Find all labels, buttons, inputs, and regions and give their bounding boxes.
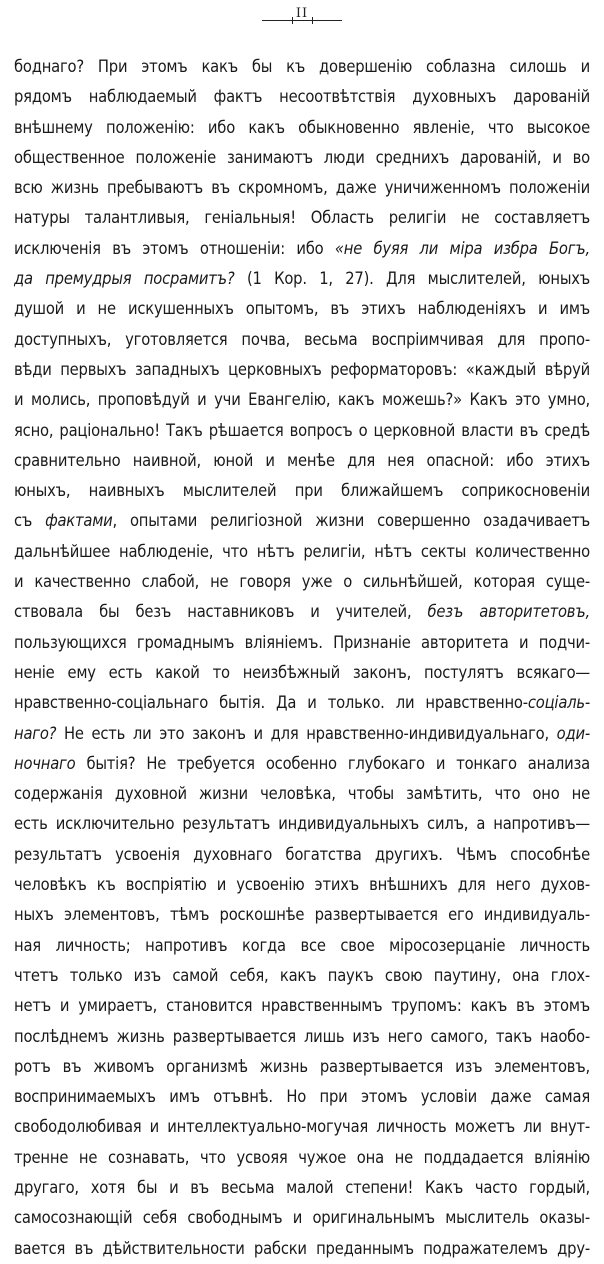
text-segment: и молись, проповѣдуй и учи Евангелію, какъ можешь?» Какъ это умно,	[14, 390, 590, 410]
text-line	[14, 82, 590, 112]
italic-text-segment: «не буяя ли міра избра Богъ,	[334, 238, 590, 258]
text-line	[14, 1022, 590, 1052]
text-line	[14, 476, 590, 506]
text-line	[14, 113, 590, 143]
text-line	[14, 628, 590, 658]
text-segment: неніе ему есть какой то неизбѣжный законъ, постулятъ всякаго—	[14, 662, 590, 682]
text-segment: рядомъ наблюдаемый фактъ несоотвѣтствія духовныхъ дарованій	[14, 87, 590, 107]
text-line	[14, 961, 590, 991]
text-segment: тренне не сознавать, что усвояя чужое она не поддадается вліянію	[14, 1147, 590, 1167]
text-segment: результатъ усвоенія духовнаго богатства другихъ. Чѣмъ способнѣе	[14, 844, 590, 864]
text-line	[14, 203, 590, 233]
text-segment: ныхъ элементовъ, тѣмъ роскошнѣе развертывается его индивидуаль-	[14, 905, 590, 925]
text-segment: боднаго? При этомъ какъ бы къ довершенію соблазна силошь и	[14, 57, 590, 76]
text-segment: , опытами религіозной жизни совершенно озадачиваетъ	[112, 511, 590, 531]
text-line	[14, 840, 590, 870]
page-header	[0, 2, 604, 28]
text-line	[14, 779, 590, 809]
text-line	[14, 719, 590, 749]
text-line	[14, 264, 590, 294]
italic-text-segment: да премудрыя посрамитъ?	[14, 269, 235, 289]
text-line	[14, 234, 590, 264]
page-body-text	[14, 52, 590, 1264]
text-line	[14, 1203, 590, 1233]
text-segment: содержанія духовной жизни человѣка, чтобы замѣтить, что оно не	[14, 784, 590, 804]
text-segment: исключенія въ этомъ отношеніи: ибо	[14, 238, 335, 258]
text-segment: послѣднемъ жизнь развертывается лишь изъ него самого, такъ наобо-	[14, 1026, 590, 1046]
text-line	[14, 325, 590, 355]
text-line	[14, 1143, 590, 1173]
text-segment: ясно, раціонально! Такъ рѣшается вопросъ о церковной власти въ средѣ	[14, 420, 590, 440]
text-line	[14, 991, 590, 1021]
text-segment: воспринимаемыхъ имъ отъвнѣ. Но при этомъ условіи даже самая	[14, 1087, 590, 1107]
italic-text-segment: наго?	[14, 723, 57, 743]
text-line	[14, 809, 590, 839]
text-segment: Не есть ли это законъ и для нравственно-индивидуальнаго,	[56, 723, 557, 743]
text-segment: юныхъ, наивныхъ мыслителей при ближайшемъ соприкосновеніи	[14, 481, 590, 501]
text-segment: и качественно слабой, не говоря уже о сильнѣйшей, которая суще-	[14, 572, 590, 592]
text-segment: бытія? Не требуется особенно глубокаго и тонкаго анализа	[75, 753, 590, 773]
text-segment: ная личность; напротивъ когда все свое міросозерцаніе личность	[14, 935, 590, 955]
header-ornament-rule	[262, 20, 342, 21]
italic-text-segment: фактами	[45, 511, 113, 531]
text-segment: пользующихся громаднымъ вліяніемъ. Признаніе авторитета и подчи-	[14, 632, 590, 652]
text-segment: ствовала бы безъ наставниковъ и учителей,	[14, 602, 428, 622]
text-line	[14, 1052, 590, 1082]
text-segment: душой и не искушенныхъ опытомъ, въ этихъ наблюденіяхъ и имъ	[14, 299, 590, 319]
text-segment: нетъ и умираетъ, становится нравственнымъ трупомъ: какъ въ этомъ	[14, 996, 590, 1016]
page-number: II	[295, 6, 309, 21]
text-line	[14, 900, 590, 930]
text-line	[14, 446, 590, 476]
text-line	[14, 294, 590, 324]
text-segment: другаго, хотя бы и въ весьма малой степени! Какъ часто гордый,	[14, 1177, 590, 1197]
italic-text-segment: безъ авторитетовъ,	[427, 602, 590, 622]
text-segment: самосознающій себя свободнымъ и оригинальнымъ мыслитель оказы-	[14, 1208, 590, 1228]
text-line	[14, 1082, 590, 1112]
text-line	[14, 1234, 590, 1264]
text-line	[14, 506, 590, 536]
text-segment: сравнительно наивной, юной и менѣе для нея опасной: ибо этихъ	[14, 450, 590, 470]
text-segment: доступныхъ, уготовляется почва, весьма воспріимчивая для пропо-	[14, 329, 590, 349]
text-segment: вается въ дѣйствительности рабски преданнымъ подражателемъ дру-	[14, 1238, 590, 1258]
italic-text-segment: соціаль-	[527, 693, 590, 713]
text-line	[14, 567, 590, 597]
text-segment: ротъ въ живомъ организмѣ жизнь развертывается изъ элементовъ,	[14, 1056, 590, 1076]
italic-text-segment: ночнаго	[14, 753, 76, 773]
text-line	[14, 1173, 590, 1203]
text-line	[14, 658, 590, 688]
text-line	[14, 416, 590, 446]
text-line	[14, 688, 590, 718]
text-segment: вѣди первыхъ западныхъ церковныхъ реформаторовъ: «каждый вѣруй	[14, 359, 590, 379]
text-segment: (1 Кор. 1, 27). Для мыслителей, юныхъ	[234, 269, 591, 289]
text-line	[14, 749, 590, 779]
text-line	[14, 870, 590, 900]
text-line	[14, 173, 590, 203]
italic-text-segment: оди-	[556, 723, 590, 743]
text-line	[14, 355, 590, 385]
text-segment: съ	[14, 511, 46, 531]
text-segment: общественное положеніе занимаютъ люди среднихъ дарованій, и во	[14, 147, 590, 167]
text-line	[14, 931, 590, 961]
text-line	[14, 385, 590, 415]
text-segment: чтетъ только изъ самой себя, какъ паукъ свою паутину, она глох-	[14, 965, 590, 985]
text-segment: есть исключительно результатъ индивидуальныхъ силъ, а напротивъ—	[14, 814, 590, 834]
text-segment: свободолюбивая и интеллектуально-могучая личность можетъ ли внут-	[14, 1117, 590, 1137]
text-segment: натуры талантливыя, геніальныя! Область религіи не составляетъ	[14, 208, 590, 228]
text-segment: нравственно-соціальнаго бытія. Да и только. ли нравственно-	[14, 693, 528, 713]
text-line	[14, 1112, 590, 1142]
text-line	[14, 143, 590, 173]
text-segment: всю жизнь пребываютъ въ скромномъ, даже уничиженномъ положеніи	[14, 178, 590, 198]
text-segment: человѣкъ къ воспріятію и усвоенію этихъ внѣшнихъ для него духов-	[14, 875, 590, 895]
text-line	[14, 52, 590, 82]
text-line	[14, 597, 590, 627]
text-segment: внѣшнему положенію: ибо какъ обыкновенно явленіе, что высокое	[14, 117, 590, 137]
text-segment: дальнѣйшее наблюденіе, что нѣтъ религіи, нѣтъ секты количественно	[14, 541, 590, 561]
text-line	[14, 537, 590, 567]
